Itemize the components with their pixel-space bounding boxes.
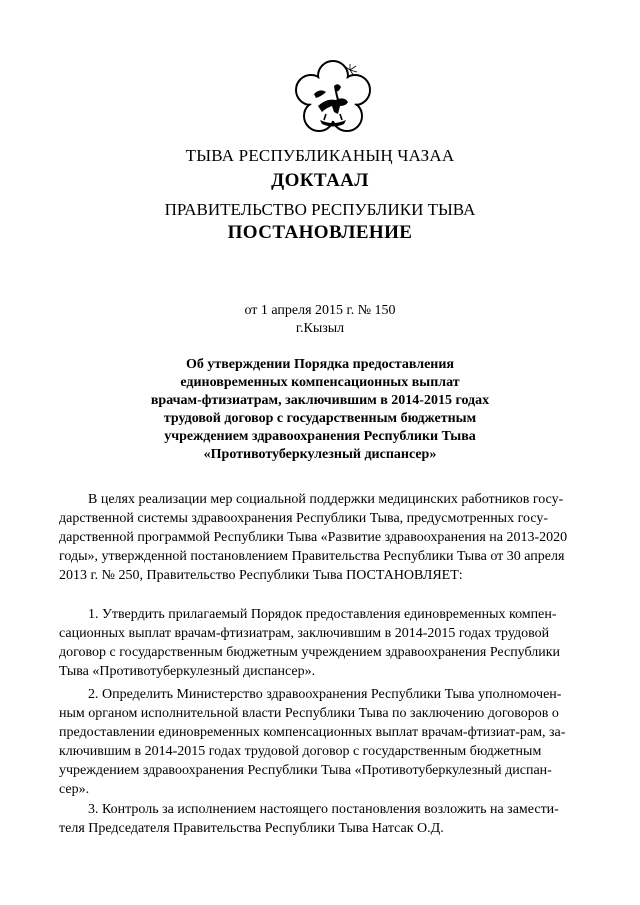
clause-line: Тыва «Противотуберкулезный диспансер».: [59, 664, 316, 679]
resolution-title: [150, 356, 490, 464]
coat-of-arms-emblem-icon: [290, 56, 376, 142]
preamble-line: годы», утвержденной постановлением Правительства Республики Тыва от 30 апреля: [59, 549, 565, 564]
header-tuvan-decree: ДОКТААЛ: [271, 170, 369, 191]
clause-3: [59, 800, 618, 838]
clause-line: предоставлении единовременных компенсационных выплат врачам-фтизиат-рам, за-: [59, 725, 566, 740]
preamble-paragraph: [59, 490, 618, 585]
clause-line: учреждением здравоохранения Республики Тыва «Противотуберкулезный диспан-: [59, 763, 552, 778]
clause-line: 2. Определить Министерство здравоохранения Республики Тыва уполномочен-: [88, 687, 562, 702]
title-line: единовременных компенсационных выплат: [180, 375, 460, 390]
clause-line: договор с государственным бюджетным учреждением здравоохранения Республики: [59, 645, 561, 660]
clause-line: сационных выплат врачам-фтизиатрам, заключившим в 2014-2015 годах трудовой: [59, 626, 550, 641]
clause-line: 3. Контроль за исполнением настоящего постановления возложить на замести-: [88, 802, 559, 817]
clause-line: ным органом исполнительной власти Республики Тыва по заключению договоров о: [59, 706, 559, 721]
clause-1: [59, 605, 618, 681]
clause-line: сер».: [59, 782, 90, 797]
clause-2: [59, 685, 618, 799]
header-tuvan-government: ТЫВА РЕСПУБЛИКАНЫҢ ЧАЗАА: [185, 146, 455, 165]
resolution-date-number: от 1 апреля 2015 г. № 150: [244, 303, 396, 318]
title-line: Об утверждении Порядка предоставления: [185, 357, 455, 372]
preamble-line: дарственной системы здравоохранения Республики Тыва, предусмотренных госу-: [59, 511, 549, 526]
title-line: «Противотуберкулезный диспансер»: [203, 447, 437, 462]
header-government: ПРАВИТЕЛЬСТВО РЕСПУБЛИКИ ТЫВА: [164, 200, 476, 219]
resolution-city: г.Кызыл: [295, 321, 345, 336]
title-line: врачам-фтизиатрам, заключившим в 2014-2015 годах: [150, 393, 490, 408]
preamble-line: 2013 г. № 250, Правительство Республики Тыва ПОСТАНОВЛЯЕТ:: [59, 568, 463, 583]
title-line: учреждением здравоохранения Республики Тыва: [164, 429, 476, 444]
title-line: трудовой договор с государственным бюджетным: [163, 411, 477, 426]
preamble-line: дарственной программой Республики Тыва «Развитие здравоохранения на 2013-2020: [59, 530, 568, 545]
header-resolution: ПОСТАНОВЛЕНИЕ: [227, 222, 413, 243]
preamble-line: В целях реализации мер социальной поддержки медицинских работников госу-: [88, 492, 564, 507]
clause-line: 1. Утвердить прилагаемый Порядок предоставления единовременных компен-: [88, 607, 557, 622]
clause-line: ключившим в 2014-2015 годах трудовой договор с государственным бюджетным: [59, 744, 542, 759]
clause-line: теля Председателя Правительства Республики Тыва Натсак О.Д.: [59, 821, 444, 836]
